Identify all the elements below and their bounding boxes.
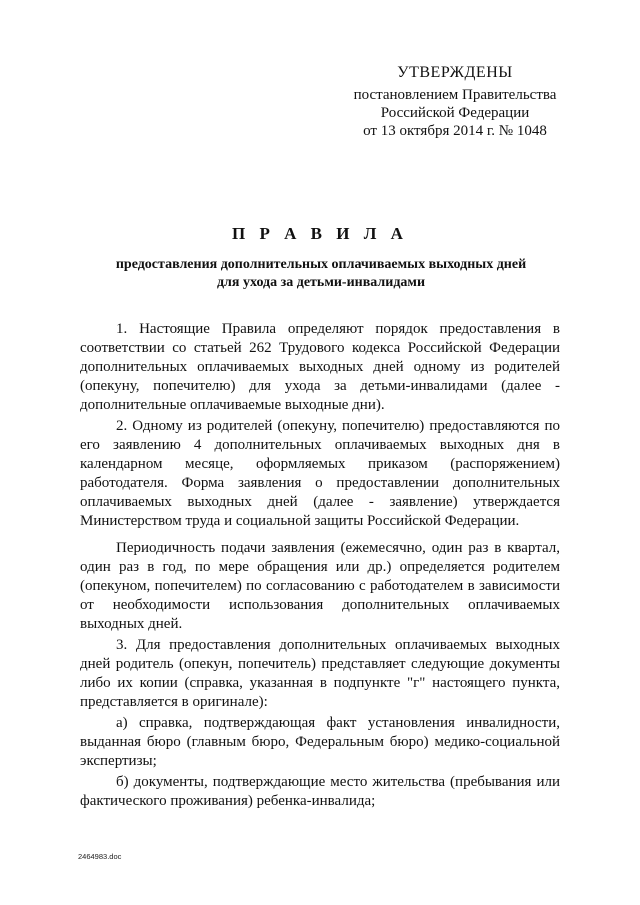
file-name-footer: 2464983.doc [78, 852, 122, 861]
approval-line-1: постановлением Правительства [353, 87, 557, 103]
document-title: П Р А В И Л А [232, 224, 408, 243]
subtitle-line-2: для ухода за детьми-инвалидами [216, 275, 426, 290]
paragraph-5: а) справка, подтверждающая факт установления инвалидности, выданная бюро (главным бюро, Федеральным бюро) медико-социальной экспертизы; [80, 715, 560, 769]
paragraph-6: б) документы, подтверждающие место жительства (пребывания или фактического проживания) ребенка-инвалида; [80, 774, 560, 809]
document-body [80, 320, 560, 811]
paragraph-1: 1. Настоящие Правила определяют порядок предоставления в соответствии со статьей 262 Трудового кодекса Российской Федерации дополнительных оплачиваемых выходных дней одному из родителей (опекуну, попечителю) для ухода за детьми-инвалидами (далее - дополнительные оплачиваемые выходные дни). [80, 321, 560, 413]
subtitle-line-1: предоставления дополнительных оплачиваемых выходных дней [115, 257, 527, 272]
paragraph-3: Периодичность подачи заявления (ежемесячно, один раз в квартал, один раз в год, по мере обращения или др.) определяется родителем (опекуном, попечителем) по согласованию с работодателем в зависимости от необходимости использования дополнительных оплачиваемых выходных дней. [80, 540, 560, 632]
approval-block [330, 64, 580, 140]
paragraph-2: 2. Одному из родителей (опекуну, попечителю) предоставляются по его заявлению 4 дополнительных оплачиваемых выходных дня в календарном месяце, оформляемых приказом (распоряжением) работодателя. Форма заявления о предоставлении дополнительных оплачиваемых выходных дней (далее - заявление) утверждается Министерством труда и социальной защиты Российской Федерации. [80, 418, 560, 529]
approval-line-2: Российской Федерации [380, 105, 530, 121]
paragraph-4: 3. Для предоставления дополнительных оплачиваемых выходных дней родитель (опекун, попечитель) представляет следующие документы либо их копии (справка, указанная в подпункте "г" настоящего пункта, представляется в оригинале): [80, 637, 560, 710]
approval-line-3: от 13 октября 2014 г. № 1048 [363, 123, 547, 139]
document-subtitle [96, 256, 546, 292]
approval-heading: УТВЕРЖДЕНЫ [397, 64, 513, 81]
